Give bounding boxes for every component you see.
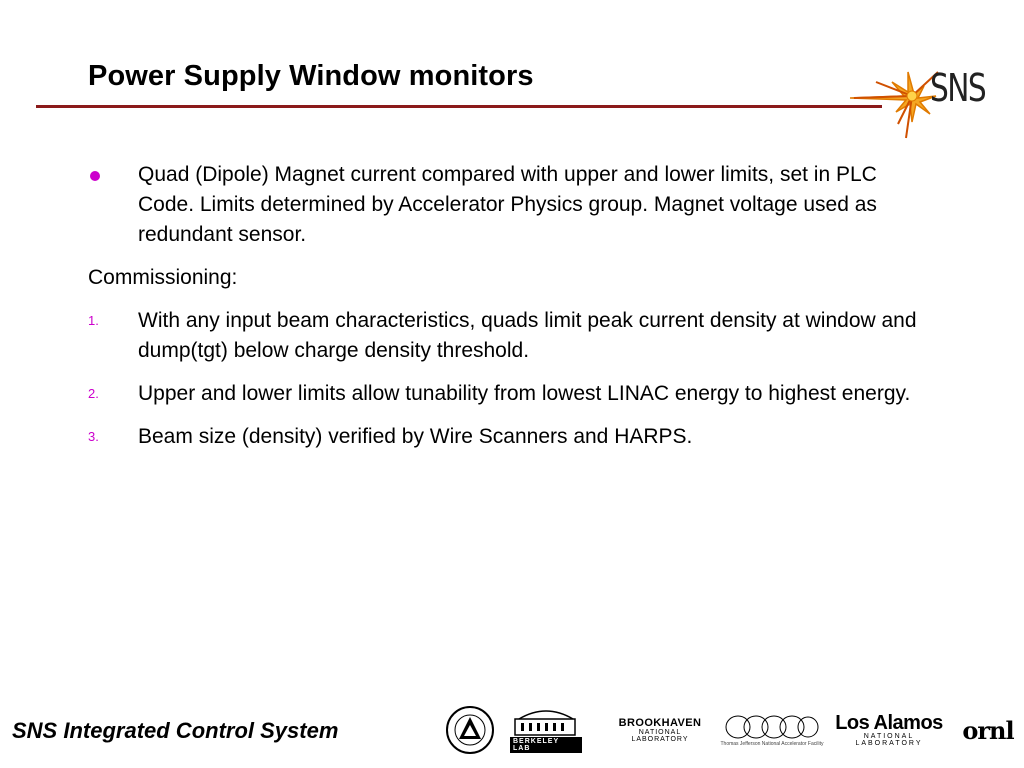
item-text: With any input beam characteristics, quads limit peak current density at window and dump(tgt) below charge density threshold. (138, 309, 917, 362)
title-divider (36, 105, 882, 108)
footer-title: SNS Integrated Control System (12, 718, 339, 743)
jefferson-lab-logo (720, 700, 824, 760)
ornl-logo (956, 700, 1020, 760)
numbered-item (88, 379, 938, 409)
berkeley-label: BERKELEY LAB (510, 737, 582, 753)
argonne-seal-icon (445, 703, 495, 757)
argonne-logo (442, 700, 498, 760)
section-label: Commissioning: (88, 266, 238, 289)
item-number: 1. (88, 313, 99, 328)
numbered-item (88, 422, 938, 452)
jefferson-lab-rings-icon (724, 713, 820, 741)
bullet-dot-icon (90, 171, 100, 181)
berkeley-logo (510, 700, 582, 760)
numbered-item (88, 306, 938, 366)
brookhaven-name: BROOKHAVEN (618, 717, 702, 729)
slide-title: Power Supply Window monitors (88, 60, 534, 92)
bullet-item (88, 160, 938, 250)
bullet-text: Quad (Dipole) Magnet current compared with upper and lower limits, set in PLC Code. Limits determined by Accelerator Physics group. Magnet voltage used as redundant sensor. (138, 163, 877, 246)
jefferson-lab-caption: Thomas Jefferson National Accelerator Facility (720, 741, 824, 747)
slide-body (88, 160, 938, 465)
los-alamos-logo (834, 700, 944, 760)
item-number: 2. (88, 386, 99, 401)
item-text: Beam size (density) verified by Wire Scanners and HARPS. (138, 425, 693, 448)
sns-logo-text: SNS (930, 66, 986, 110)
ornl-text: ornl (962, 715, 1014, 745)
item-number: 3. (88, 429, 99, 444)
brookhaven-sub: NATIONAL LABORATORY (631, 729, 689, 743)
los-alamos-name: Los Alamos (835, 712, 943, 734)
los-alamos-sub: NATIONAL LABORATORY (855, 733, 923, 747)
brookhaven-logo (610, 700, 710, 760)
item-text: Upper and lower limits allow tunability from lowest LINAC energy to highest energy. (138, 382, 911, 405)
berkeley-building-icon (513, 707, 579, 737)
